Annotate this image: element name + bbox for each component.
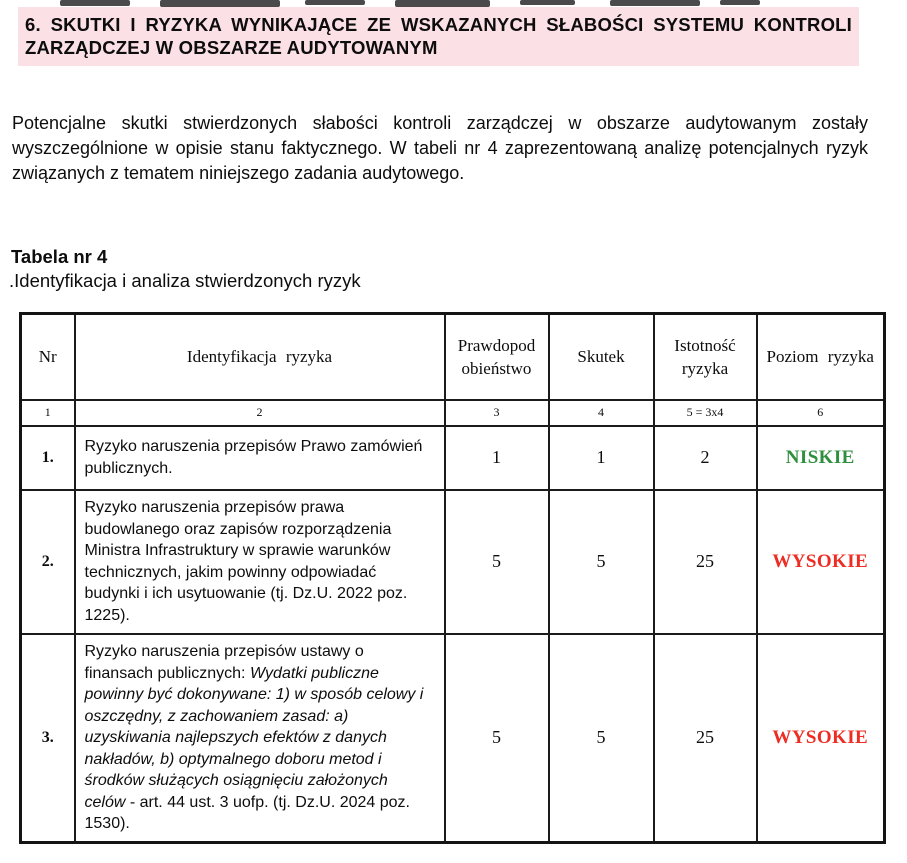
risk-level: NISKIE [757, 426, 885, 490]
risk-description [75, 490, 445, 634]
probability-value: 5 [445, 490, 549, 634]
probability-value: 5 [445, 634, 549, 843]
risk-description-quote: Wydatki publiczne powinny być dokonywane: 1) w sposób celowy i oszczędny, z zachowaniem zasad: a) uzyskiwania najlepszych efektów z danych nakładów, b) optymalnego doboru metod i środków służących osiągnięciu założonych celów [84, 664, 424, 811]
risk-description-text: Ryzyko naruszenia przepisów ustawy o finansach publicznych: [84, 643, 364, 682]
header-risk-identification: Identyfikacja ryzyka [75, 314, 445, 400]
table-row [21, 634, 885, 843]
row-number: 1. [21, 426, 75, 490]
header-significance: Istotność ryzyka [654, 314, 757, 400]
risk-description [75, 426, 445, 490]
risk-table [19, 312, 886, 844]
scan-artifact [60, 0, 130, 6]
column-number-5: 5 = 3x4 [654, 400, 757, 426]
table-header-row [21, 314, 885, 400]
scan-artifact [720, 0, 760, 5]
column-number-6: 6 [757, 400, 885, 426]
probability-value: 1 [445, 426, 549, 490]
significance-value: 25 [654, 490, 757, 634]
header-probability: Prawdopod obieństwo [445, 314, 549, 400]
risk-table-body [21, 426, 885, 843]
header-nr: Nr [21, 314, 75, 400]
risk-description-text: Ryzyko naruszenia przepisów prawa budowlanego oraz zapisów rozporządzenia Ministra Infrastruktury w sprawie warunków technicznych, jakim powinny odpowiadać budynki i ich usytuowanie (tj. Dz.U. 2022 poz. 1225). [84, 499, 408, 624]
significance-value: 25 [654, 634, 757, 843]
table-caption: .Identyfikacja i analiza stwierdzonych ryzyk [9, 270, 361, 291]
risk-level: WYSOKIE [757, 634, 885, 843]
section-heading-text: 6. SKUTKI I RYZYKA WYNIKAJĄCE ZE WSKAZANYCH SŁABOŚCI SYSTEMU KONTROLI ZARZĄDCZEJ W OBSZARZE AUDYTOWANYM [25, 14, 852, 58]
significance-value: 2 [654, 426, 757, 490]
scan-artifact [520, 0, 575, 5]
scan-artifact [305, 0, 365, 5]
row-number: 2. [21, 490, 75, 634]
impact-value: 5 [549, 634, 654, 843]
scan-artifact [395, 0, 490, 7]
column-number-2: 2 [75, 400, 445, 426]
column-number-3: 3 [445, 400, 549, 426]
risk-description [75, 634, 445, 843]
row-number: 3. [21, 634, 75, 843]
impact-value: 5 [549, 490, 654, 634]
intro-paragraph: Potencjalne skutki stwierdzonych słabości kontroli zarządczej w obszarze audytowanym zostały wyszczególnione w opisie stanu faktycznego. W tabeli nr 4 zaprezentowaną analizę potencjalnych ryzyk związanych z tematem niniejszego zadania audytowego. [12, 113, 868, 183]
table-label: Tabela nr 4 [11, 246, 108, 267]
column-number-row [21, 400, 885, 426]
scan-artifact [160, 0, 280, 7]
risk-description-text: - art. 44 ust. 3 uofp. (tj. Dz.U. 2024 poz. 1530). [84, 793, 410, 832]
header-risk-level: Poziom ryzyka [757, 314, 885, 400]
risk-level: WYSOKIE [757, 490, 885, 634]
table-row [21, 490, 885, 634]
risk-description-text: Ryzyko naruszenia przepisów Prawo zamówień publicznych. [84, 438, 423, 477]
header-impact: Skutek [549, 314, 654, 400]
table-row [21, 426, 885, 490]
impact-value: 1 [549, 426, 654, 490]
column-number-1: 1 [21, 400, 75, 426]
column-number-4: 4 [549, 400, 654, 426]
section-heading [18, 7, 859, 66]
scan-artifact [610, 0, 700, 6]
